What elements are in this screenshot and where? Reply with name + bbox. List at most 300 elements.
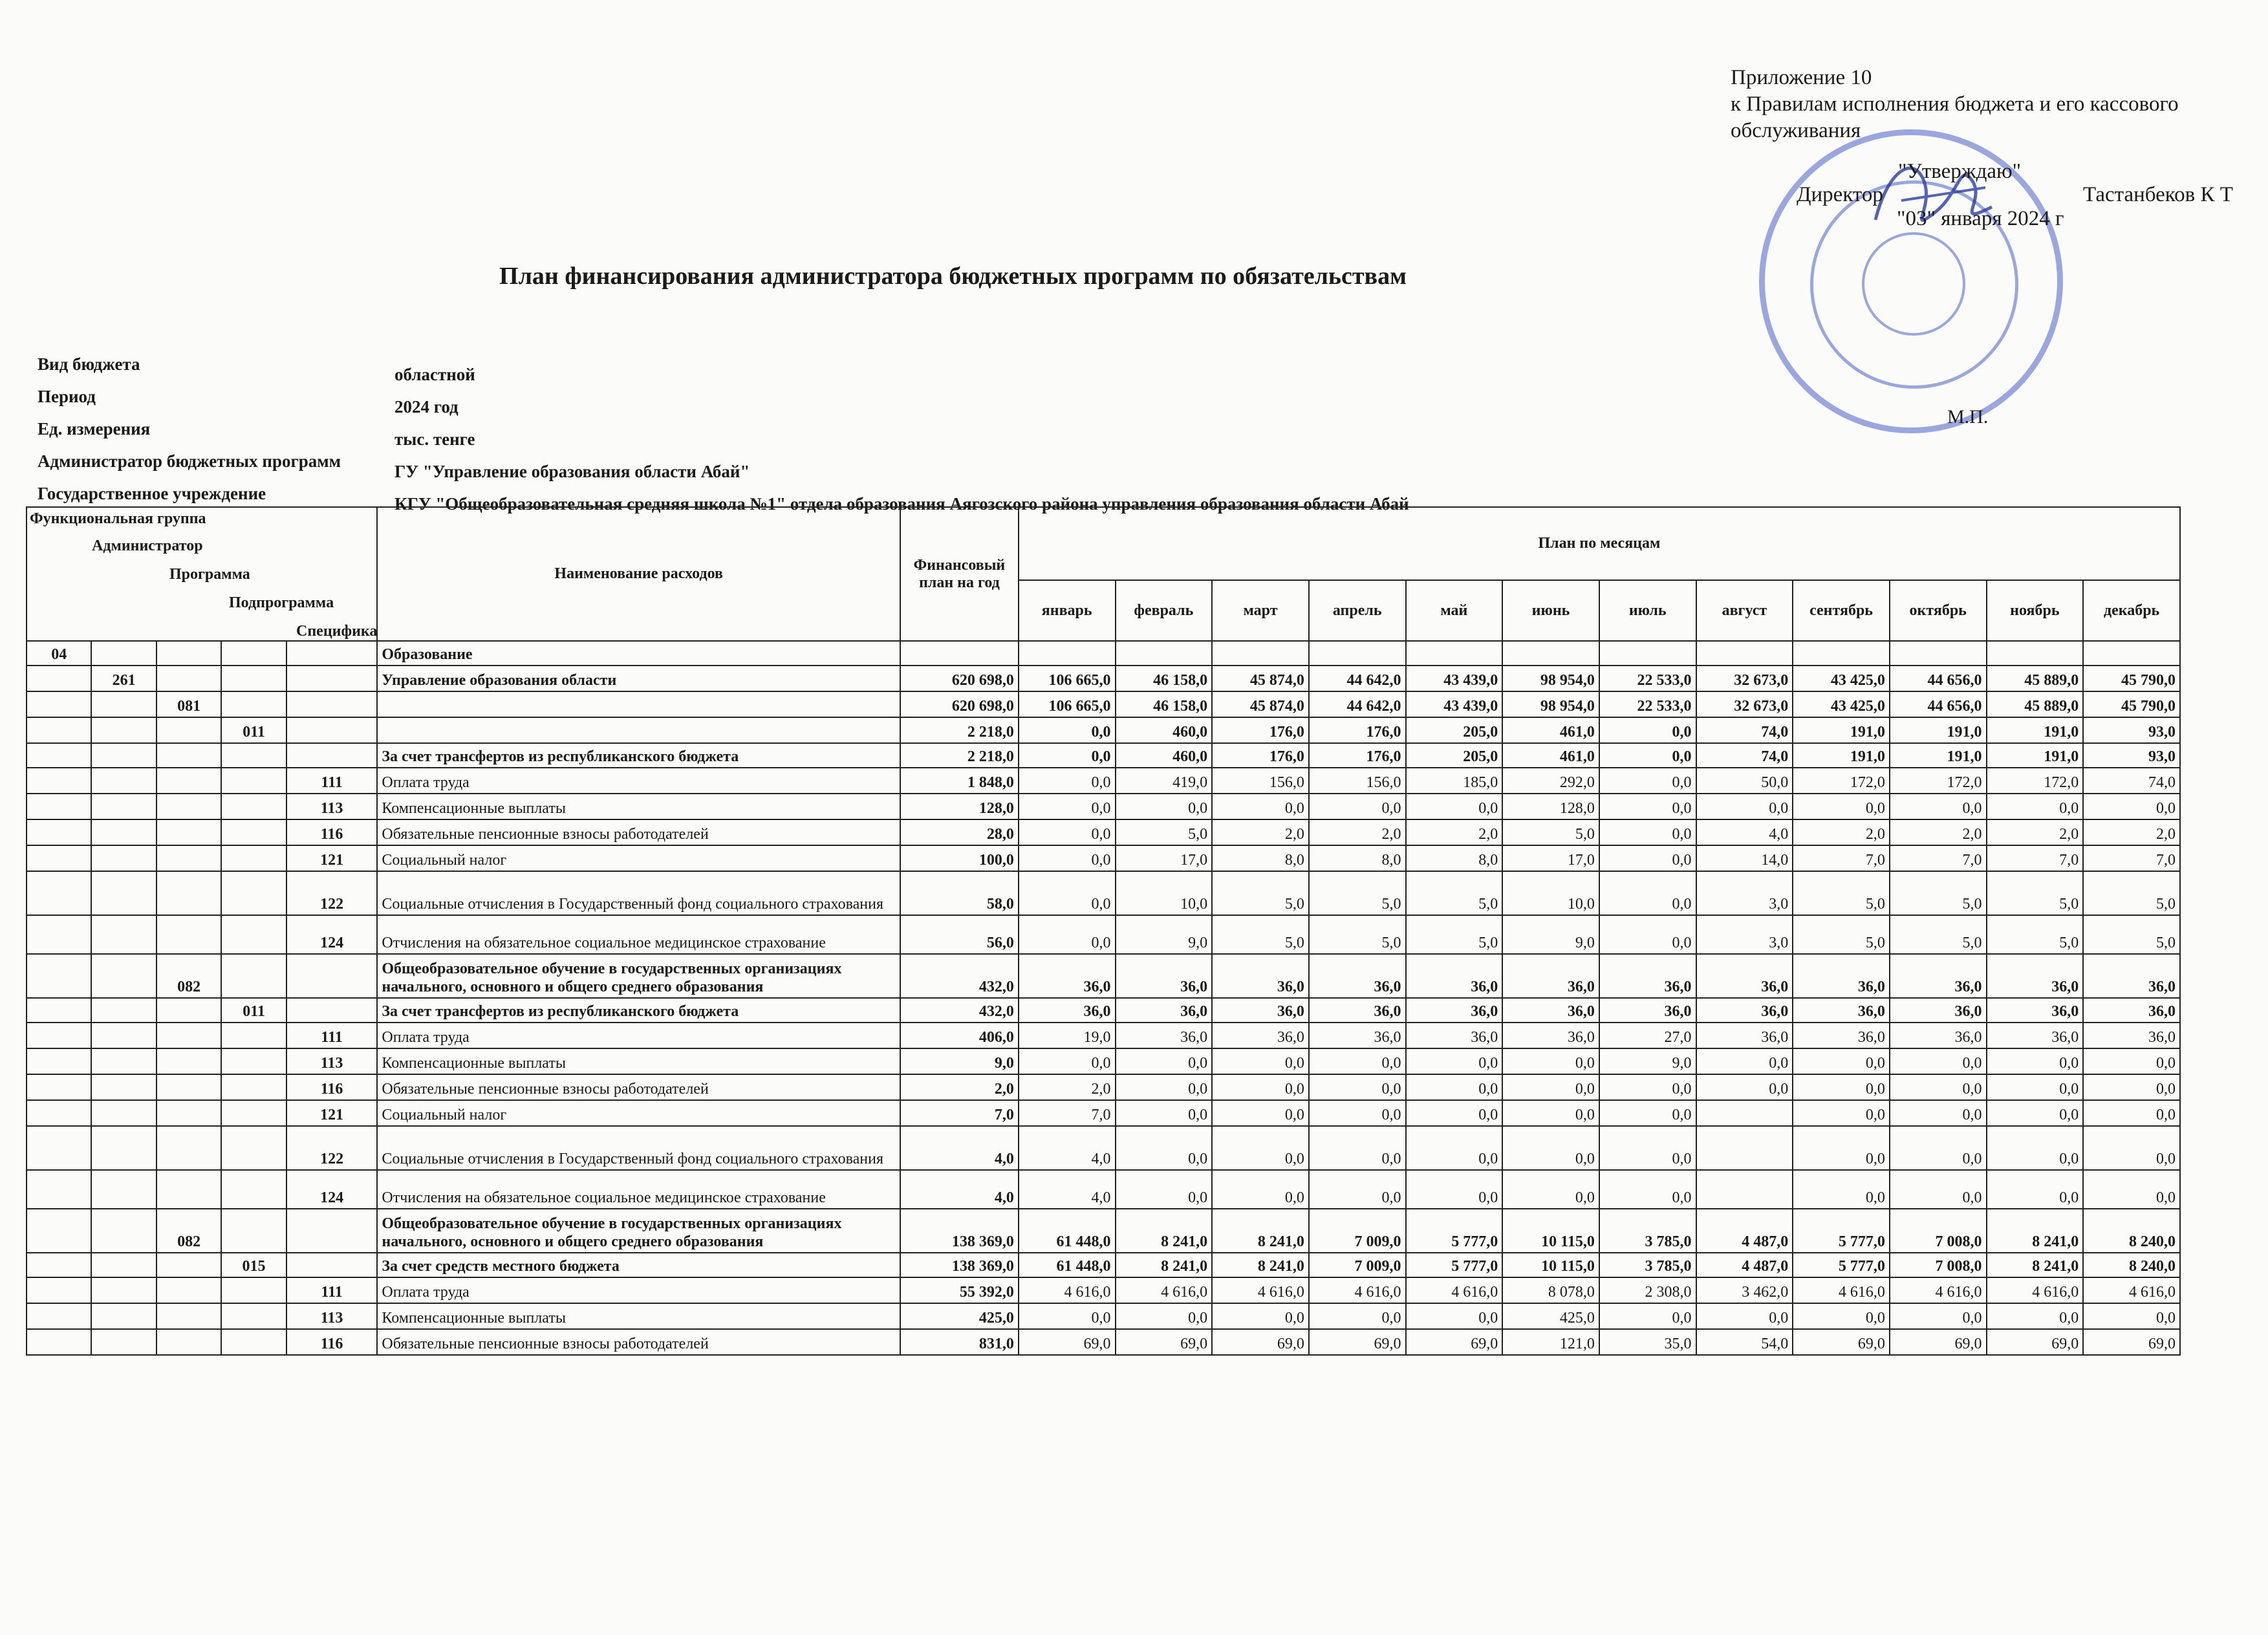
expense-name-cell: Оплата труда xyxy=(377,768,900,794)
month-value-cell: 36,0 xyxy=(1019,954,1116,998)
month-value-cell: 0,0 xyxy=(1987,1100,2084,1126)
code-cell xyxy=(157,768,221,794)
month-value-cell xyxy=(1599,641,1696,666)
code-cell xyxy=(157,845,221,871)
month-value-cell: 0,0 xyxy=(1793,1100,1890,1126)
code-cell xyxy=(221,691,286,717)
table-row xyxy=(27,1253,2180,1277)
month-value-cell: 43 425,0 xyxy=(1793,666,1890,691)
month-value-cell: 0,0 xyxy=(1599,1100,1696,1126)
annual-plan-cell: 2 218,0 xyxy=(900,717,1019,743)
month-value-cell: 0,0 xyxy=(1599,743,1696,768)
expense-name-cell: Оплата труда xyxy=(377,1277,900,1303)
code-cell xyxy=(27,871,91,915)
meta-label: Вид бюджета xyxy=(38,354,140,374)
month-value-cell: 0,0 xyxy=(1212,1303,1309,1329)
expense-name-cell: Социальные отчисления в Государственный фонд социального страхования xyxy=(377,1126,900,1170)
month-value-cell: 36,0 xyxy=(2083,1023,2180,1048)
month-value-cell: 0,0 xyxy=(1019,768,1116,794)
month-value-cell: 9,0 xyxy=(1116,915,1213,954)
annual-plan-cell: 432,0 xyxy=(900,998,1019,1023)
month-value-cell: 36,0 xyxy=(1309,954,1406,998)
annual-plan-cell: 138 369,0 xyxy=(900,1209,1019,1253)
code-cell xyxy=(157,1100,221,1126)
month-value-cell: 36,0 xyxy=(1599,998,1696,1023)
month-value-cell xyxy=(1696,1170,1793,1209)
month-value-cell: 27,0 xyxy=(1599,1023,1696,1048)
month-value-cell: 5,0 xyxy=(1212,871,1309,915)
month-value-cell: 0,0 xyxy=(1890,1303,1987,1329)
month-value-cell: 0,0 xyxy=(1019,819,1116,845)
code-cell: 116 xyxy=(286,819,378,845)
month-value-cell: 2,0 xyxy=(1987,819,2084,845)
month-value-cell: 0,0 xyxy=(1890,1170,1987,1209)
month-value-cell: 0,0 xyxy=(1116,1100,1213,1126)
meta-label: Администратор бюджетных программ xyxy=(38,451,341,471)
code-cell: 082 xyxy=(157,954,221,998)
code-cell xyxy=(91,998,156,1023)
month-value-cell: 36,0 xyxy=(1309,998,1406,1023)
month-value-cell xyxy=(1116,641,1213,666)
month-header: август xyxy=(1696,580,1793,641)
code-cell xyxy=(221,768,286,794)
month-value-cell: 35,0 xyxy=(1599,1329,1696,1355)
month-value-cell: 0,0 xyxy=(1406,1126,1503,1170)
code-cell xyxy=(286,666,378,691)
meta-value: КГУ "Общеобразовательная средняя школа №1" отдела образования Аягозского района управления образования области Абай xyxy=(394,494,1409,514)
code-cell xyxy=(27,743,91,768)
code-cell: 122 xyxy=(286,1126,378,1170)
month-value-cell: 7,0 xyxy=(2083,845,2180,871)
month-value-cell: 191,0 xyxy=(1793,717,1890,743)
month-value-cell: 3,0 xyxy=(1696,915,1793,954)
code-cell xyxy=(221,1100,286,1126)
month-value-cell: 0,0 xyxy=(2083,794,2180,819)
code-cell xyxy=(27,768,91,794)
month-value-cell: 36,0 xyxy=(1599,954,1696,998)
code-cell xyxy=(27,998,91,1023)
month-value-cell: 128,0 xyxy=(1502,794,1599,819)
code-cell xyxy=(91,845,156,871)
month-value-cell: 2,0 xyxy=(1406,819,1503,845)
meta-value: областной xyxy=(394,365,475,384)
table-row xyxy=(27,768,2180,794)
month-value-cell xyxy=(1696,1100,1793,1126)
month-value-cell: 8 241,0 xyxy=(1116,1209,1213,1253)
month-value-cell: 0,0 xyxy=(1116,1048,1213,1074)
code-cell xyxy=(91,871,156,915)
code-cell xyxy=(286,717,378,743)
code-cell xyxy=(221,871,286,915)
code-cell xyxy=(221,1170,286,1209)
annual-plan-cell: 28,0 xyxy=(900,819,1019,845)
month-value-cell: 4 616,0 xyxy=(1987,1277,2084,1303)
annual-plan-cell: 138 369,0 xyxy=(900,1253,1019,1277)
month-value-cell: 2,0 xyxy=(1309,819,1406,845)
code-cell: 015 xyxy=(221,1253,286,1277)
header-name: Наименование расходов xyxy=(377,507,900,641)
month-value-cell: 32 673,0 xyxy=(1696,666,1793,691)
month-value-cell: 7,0 xyxy=(1793,845,1890,871)
month-value-cell: 36,0 xyxy=(1696,954,1793,998)
month-value-cell xyxy=(2083,641,2180,666)
table-row xyxy=(27,641,2180,666)
month-value-cell: 7 009,0 xyxy=(1309,1253,1406,1277)
month-value-cell: 0,0 xyxy=(1890,1048,1987,1074)
month-value-cell: 36,0 xyxy=(1116,1023,1213,1048)
month-value-cell: 44 642,0 xyxy=(1309,666,1406,691)
month-value-cell: 5,0 xyxy=(1309,871,1406,915)
director-label: Директор xyxy=(1797,183,1883,206)
code-cell xyxy=(157,1126,221,1170)
month-value-cell: 36,0 xyxy=(1212,1023,1309,1048)
month-value-cell: 176,0 xyxy=(1309,743,1406,768)
approve-label: "Утверждаю" xyxy=(1898,160,2022,183)
month-value-cell: 0,0 xyxy=(1696,1048,1793,1074)
month-value-cell: 5,0 xyxy=(1212,915,1309,954)
month-header: июнь xyxy=(1502,580,1599,641)
month-value-cell: 461,0 xyxy=(1502,717,1599,743)
month-value-cell: 7,0 xyxy=(1019,1100,1116,1126)
month-header: январь xyxy=(1019,580,1116,641)
expense-name-cell: За счет трансфертов из республиканского бюджета xyxy=(377,743,900,768)
month-value-cell: 0,0 xyxy=(1212,1048,1309,1074)
month-value-cell: 0,0 xyxy=(1116,1126,1213,1170)
month-value-cell: 0,0 xyxy=(1212,1126,1309,1170)
code-cell xyxy=(91,1303,156,1329)
code-cell xyxy=(91,1126,156,1170)
month-value-cell: 185,0 xyxy=(1406,768,1503,794)
code-cell xyxy=(286,954,378,998)
code-cell xyxy=(27,794,91,819)
month-value-cell: 4 616,0 xyxy=(1890,1277,1987,1303)
expense-name-cell: Общеобразовательное обучение в государственных организациях начального, основного и общего среднего образования xyxy=(377,1209,900,1253)
month-value-cell: 36,0 xyxy=(2083,954,2180,998)
code-cell xyxy=(91,819,156,845)
month-value-cell: 98 954,0 xyxy=(1502,666,1599,691)
month-value-cell: 191,0 xyxy=(1890,743,1987,768)
code-cell: 121 xyxy=(286,1100,378,1126)
month-value-cell: 460,0 xyxy=(1116,717,1213,743)
month-value-cell: 205,0 xyxy=(1406,717,1503,743)
document-title: План финансирования администратора бюджетных программ по обязательствам xyxy=(499,263,1407,290)
expense-name-cell xyxy=(377,717,900,743)
code-cell xyxy=(157,1277,221,1303)
month-value-cell: 5,0 xyxy=(2083,915,2180,954)
code-cell xyxy=(221,954,286,998)
code-cell xyxy=(27,954,91,998)
month-value-cell: 0,0 xyxy=(1212,1100,1309,1126)
month-value-cell: 0,0 xyxy=(1116,1170,1213,1209)
month-value-cell: 36,0 xyxy=(1116,954,1213,998)
table-row xyxy=(27,1209,2180,1253)
code-cell xyxy=(221,1303,286,1329)
month-value-cell: 5,0 xyxy=(1116,819,1213,845)
annual-plan-cell: 2,0 xyxy=(900,1074,1019,1100)
stamp-place-label: М.П. xyxy=(1947,406,1989,428)
month-value-cell: 2 308,0 xyxy=(1599,1277,1696,1303)
code-cell xyxy=(221,1126,286,1170)
expense-name-cell: Обязательные пенсионные взносы работодателей xyxy=(377,819,900,845)
code-cell xyxy=(286,743,378,768)
month-value-cell: 0,0 xyxy=(1793,1048,1890,1074)
month-value-cell: 0,0 xyxy=(1019,794,1116,819)
month-value-cell: 0,0 xyxy=(1890,794,1987,819)
code-cell xyxy=(27,819,91,845)
expense-name-cell: Компенсационные выплаты xyxy=(377,1048,900,1074)
month-value-cell: 2,0 xyxy=(1890,819,1987,845)
month-value-cell: 8 241,0 xyxy=(1987,1253,2084,1277)
month-value-cell: 4 616,0 xyxy=(1116,1277,1213,1303)
code-cell xyxy=(27,1074,91,1100)
code-cell xyxy=(27,717,91,743)
month-header: июль xyxy=(1599,580,1696,641)
code-cell xyxy=(27,1329,91,1355)
code-cell xyxy=(157,717,221,743)
annual-plan-cell: 56,0 xyxy=(900,915,1019,954)
month-value-cell xyxy=(1019,641,1116,666)
expense-name-cell: За счет средств местного бюджета xyxy=(377,1253,900,1277)
code-cell: 082 xyxy=(157,1209,221,1253)
code-cell xyxy=(286,1253,378,1277)
month-value-cell: 22 533,0 xyxy=(1599,691,1696,717)
month-value-cell: 36,0 xyxy=(1793,954,1890,998)
expense-name-cell: Обязательные пенсионные взносы работодателей xyxy=(377,1329,900,1355)
month-value-cell: 7 008,0 xyxy=(1890,1209,1987,1253)
code-cell xyxy=(221,845,286,871)
table-row xyxy=(27,1329,2180,1355)
month-value-cell: 0,0 xyxy=(2083,1100,2180,1126)
month-value-cell: 0,0 xyxy=(1019,871,1116,915)
financing-plan-table xyxy=(26,506,2181,1356)
code-cell xyxy=(27,666,91,691)
month-value-cell: 191,0 xyxy=(1987,743,2084,768)
code-cell xyxy=(27,1126,91,1170)
code-cell xyxy=(221,743,286,768)
code-cell xyxy=(157,794,221,819)
code-cell: 111 xyxy=(286,1277,378,1303)
month-value-cell: 0,0 xyxy=(1987,1170,2084,1209)
month-value-cell: 36,0 xyxy=(1502,998,1599,1023)
month-value-cell: 43 439,0 xyxy=(1406,666,1503,691)
code-cell xyxy=(27,1100,91,1126)
appendix-note xyxy=(1731,65,2183,144)
table-row xyxy=(27,1074,2180,1100)
table-row xyxy=(27,819,2180,845)
month-value-cell: 156,0 xyxy=(1309,768,1406,794)
month-value-cell: 5,0 xyxy=(1502,819,1599,845)
code-cell xyxy=(221,915,286,954)
expense-name-cell: Общеобразовательное обучение в государственных организациях начального, основного и общего среднего образования xyxy=(377,954,900,998)
annual-plan-cell: 7,0 xyxy=(900,1100,1019,1126)
month-value-cell: 36,0 xyxy=(1406,998,1503,1023)
code-cell xyxy=(27,1277,91,1303)
month-value-cell: 45 874,0 xyxy=(1212,666,1309,691)
month-value-cell: 61 448,0 xyxy=(1019,1253,1116,1277)
month-value-cell: 69,0 xyxy=(1309,1329,1406,1355)
month-value-cell: 5,0 xyxy=(1987,871,2084,915)
code-cell xyxy=(221,819,286,845)
annual-plan-cell: 100,0 xyxy=(900,845,1019,871)
code-cell xyxy=(286,641,378,666)
code-cell xyxy=(221,1048,286,1074)
code-cell: 113 xyxy=(286,794,378,819)
month-value-cell: 43 425,0 xyxy=(1793,691,1890,717)
month-header: октябрь xyxy=(1890,580,1987,641)
month-value-cell: 36,0 xyxy=(1987,954,2084,998)
month-value-cell: 0,0 xyxy=(1116,1303,1213,1329)
month-value-cell: 8 241,0 xyxy=(1116,1253,1213,1277)
expense-name-cell: Отчисления на обязательное социальное медицинское страхование xyxy=(377,915,900,954)
code-cell xyxy=(27,691,91,717)
meta-label: Государственное учреждение xyxy=(38,484,266,503)
month-value-cell: 36,0 xyxy=(1212,954,1309,998)
month-value-cell: 44 642,0 xyxy=(1309,691,1406,717)
month-value-cell xyxy=(1309,641,1406,666)
month-value-cell: 106 665,0 xyxy=(1019,691,1116,717)
month-value-cell: 54,0 xyxy=(1696,1329,1793,1355)
code-cell xyxy=(91,1209,156,1253)
month-value-cell: 8 241,0 xyxy=(1212,1209,1309,1253)
month-value-cell: 69,0 xyxy=(1019,1329,1116,1355)
month-value-cell: 5,0 xyxy=(1406,871,1503,915)
code-cell xyxy=(157,1023,221,1048)
month-value-cell: 7,0 xyxy=(1987,845,2084,871)
table-row xyxy=(27,845,2180,871)
month-value-cell: 36,0 xyxy=(1890,1023,1987,1048)
annual-plan-cell: 58,0 xyxy=(900,871,1019,915)
table-row xyxy=(27,717,2180,743)
month-value-cell: 0,0 xyxy=(1599,915,1696,954)
month-header: сентябрь xyxy=(1793,580,1890,641)
table-row xyxy=(27,794,2180,819)
month-value-cell: 5,0 xyxy=(1987,915,2084,954)
month-value-cell: 0,0 xyxy=(1793,1126,1890,1170)
month-value-cell xyxy=(1793,641,1890,666)
code-cell xyxy=(157,1170,221,1209)
expense-name-cell: Оплата труда xyxy=(377,1023,900,1048)
month-value-cell: 0,0 xyxy=(2083,1074,2180,1100)
code-cell xyxy=(27,1209,91,1253)
code-cell xyxy=(286,691,378,717)
expense-name-cell: Управление образования области xyxy=(377,666,900,691)
code-cell xyxy=(157,915,221,954)
code-cell: 116 xyxy=(286,1329,378,1355)
month-value-cell: 5 777,0 xyxy=(1406,1209,1503,1253)
code-cell: 261 xyxy=(91,666,156,691)
code-cell xyxy=(27,915,91,954)
appendix-line2: к Правилам исполнения бюджета и его кассового xyxy=(1731,92,2179,116)
month-value-cell: 5,0 xyxy=(1406,915,1503,954)
code-cell xyxy=(27,1023,91,1048)
month-header: май xyxy=(1406,580,1503,641)
month-value-cell: 3,0 xyxy=(1696,871,1793,915)
month-value-cell: 0,0 xyxy=(1406,1170,1503,1209)
month-value-cell: 69,0 xyxy=(1987,1329,2084,1355)
month-value-cell: 0,0 xyxy=(1599,768,1696,794)
month-value-cell: 46 158,0 xyxy=(1116,691,1213,717)
month-value-cell: 0,0 xyxy=(1406,794,1503,819)
code-cell xyxy=(157,1303,221,1329)
month-value-cell: 17,0 xyxy=(1116,845,1213,871)
month-value-cell: 3 785,0 xyxy=(1599,1209,1696,1253)
header-row-1 xyxy=(27,507,2180,547)
month-value-cell: 0,0 xyxy=(1502,1100,1599,1126)
code-cell xyxy=(91,1253,156,1277)
code-cell xyxy=(27,1170,91,1209)
month-value-cell: 0,0 xyxy=(1019,1048,1116,1074)
month-value-cell: 0,0 xyxy=(1890,1100,1987,1126)
month-value-cell: 17,0 xyxy=(1502,845,1599,871)
month-value-cell: 69,0 xyxy=(1793,1329,1890,1355)
month-value-cell: 0,0 xyxy=(1502,1170,1599,1209)
code-cell xyxy=(221,641,286,666)
month-value-cell: 3 462,0 xyxy=(1696,1277,1793,1303)
month-value-cell: 0,0 xyxy=(1212,1170,1309,1209)
code-cell xyxy=(91,1170,156,1209)
meta-label: Период xyxy=(38,387,96,406)
month-value-cell: 0,0 xyxy=(1502,1126,1599,1170)
month-value-cell: 0,0 xyxy=(1309,1048,1406,1074)
month-value-cell: 0,0 xyxy=(1502,1048,1599,1074)
month-value-cell: 36,0 xyxy=(1116,998,1213,1023)
month-value-cell: 7 008,0 xyxy=(1890,1253,1987,1277)
expense-name-cell: Социальные отчисления в Государственный фонд социального страхования xyxy=(377,871,900,915)
table-row xyxy=(27,871,2180,915)
code-cell xyxy=(91,641,156,666)
month-value-cell: 0,0 xyxy=(1019,1303,1116,1329)
month-value-cell: 4,0 xyxy=(1696,819,1793,845)
month-value-cell: 7 009,0 xyxy=(1309,1209,1406,1253)
code-cell: 124 xyxy=(286,1170,378,1209)
month-value-cell: 0,0 xyxy=(1599,871,1696,915)
month-value-cell: 4 616,0 xyxy=(1406,1277,1503,1303)
code-cell xyxy=(221,1277,286,1303)
table-row xyxy=(27,691,2180,717)
month-value-cell: 45 790,0 xyxy=(2083,691,2180,717)
month-value-cell: 121,0 xyxy=(1502,1329,1599,1355)
annual-plan-cell xyxy=(900,641,1019,666)
month-value-cell: 0,0 xyxy=(1696,1074,1793,1100)
month-value-cell: 0,0 xyxy=(1599,717,1696,743)
annual-plan-cell: 831,0 xyxy=(900,1329,1019,1355)
month-value-cell: 0,0 xyxy=(1212,1074,1309,1100)
code-cell xyxy=(91,743,156,768)
month-value-cell: 5,0 xyxy=(1793,871,1890,915)
month-value-cell: 0,0 xyxy=(1309,1074,1406,1100)
code-cell xyxy=(157,666,221,691)
month-value-cell: 0,0 xyxy=(1599,845,1696,871)
director-name: Тастанбеков К Т xyxy=(2083,183,2233,206)
code-cell xyxy=(286,998,378,1023)
month-value-cell: 36,0 xyxy=(1696,998,1793,1023)
code-cell: 011 xyxy=(221,998,286,1023)
month-value-cell: 0,0 xyxy=(1406,1303,1503,1329)
annual-plan-cell: 620 698,0 xyxy=(900,691,1019,717)
month-value-cell: 0,0 xyxy=(1309,1303,1406,1329)
code-cell xyxy=(91,691,156,717)
table-row xyxy=(27,1126,2180,1170)
code-cell xyxy=(286,1209,378,1253)
code-cell xyxy=(221,1209,286,1253)
code-cell: 011 xyxy=(221,717,286,743)
month-value-cell: 2,0 xyxy=(2083,819,2180,845)
month-value-cell: 4 487,0 xyxy=(1696,1253,1793,1277)
annual-plan-cell: 9,0 xyxy=(900,1048,1019,1074)
code-cell xyxy=(157,743,221,768)
code-cell: 113 xyxy=(286,1048,378,1074)
month-value-cell: 0,0 xyxy=(1987,1126,2084,1170)
